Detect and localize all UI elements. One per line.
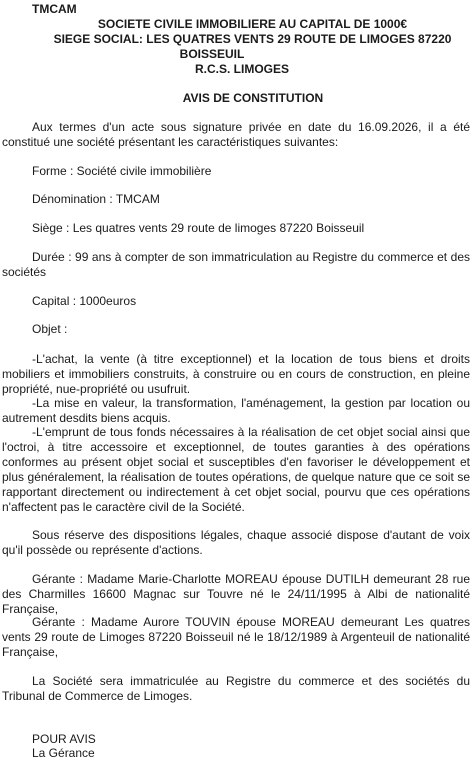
headquarters-city: BOISSEUIL	[179, 47, 245, 61]
objet-item-1: -L'achat, la vente (à titre exceptionnel) et la location de tous biens et droits mobiliers et immobiliers construits, à construire ou en cours de construction, en pleine propriété, nue-propriété ou usufruit.	[2, 352, 470, 396]
rcs-line: R.C.S. LIMOGES	[194, 62, 289, 76]
field-objet-label: Objet :	[32, 322, 68, 336]
field-denomination: Dénomination : TMCAM	[32, 192, 160, 206]
signature-gerance: La Gérance	[32, 746, 95, 760]
company-name: TMCAM	[32, 2, 77, 16]
intro-paragraph: Aux termes d'un acte sous signature privée en date du 16.09.2026, il a été constitué une société présentant les caractéristiques suivantes:	[2, 120, 470, 149]
notice-title: AVIS DE CONSTITUTION	[182, 91, 324, 105]
field-capital: Capital : 1000euros	[32, 294, 137, 308]
registration-paragraph: La Société sera immatriculée au Registre du commerce et des sociétés du Tribunal de Commerce de Limoges.	[2, 674, 470, 703]
field-duree: Durée : 99 ans à compter de son immatriculation au Registre du commerce et des sociétés	[2, 250, 470, 279]
headquarters-line: SIEGE SOCIAL: LES QUATRES VENTS 29 ROUTE DE LIMOGES 87220	[53, 32, 452, 46]
field-forme: Forme : Société civile immobilière	[32, 164, 212, 178]
pour-avis: POUR AVIS	[32, 732, 96, 746]
manager-2-paragraph: Gérante : Madame Aurore TOUVIN épouse MOREAU demeurant Les quatres vents 29 route de Limoges 87220 Boisseuil né le 18/12/1989 à Argenteuil de nationalité Française,	[2, 615, 470, 659]
manager-1-paragraph: Gérante : Madame Marie-Charlotte MOREAU épouse DUTILH demeurant 28 rue des Charmilles 16600 Magnac sur Touvre né le 24/11/1995 à Albi de nationalité Française,	[2, 572, 470, 616]
objet-item-3: -L'emprunt de tous fonds nécessaires à la réalisation de cet objet social ainsi que l'octroi, à titre accessoire et exceptionnel, de toutes garanties à des opérations conformes au présent objet social et susceptibles d'en favoriser le développement et plus généralement, la réalisation de toutes opérations, de quelque nature que ce soit se rapportant directement ou indirectement à cet objet social, pourvu que ces opérations n'affectent pas le caractère civil de la Société.	[2, 425, 470, 514]
company-capital-line: SOCIETE CIVILE IMMOBILIERE AU CAPITAL DE 1000€	[97, 17, 408, 31]
voting-paragraph: Sous réserve des dispositions légales, chaque associé dispose d'autant de voix qu'il possède ou représente d'actions.	[2, 528, 470, 557]
field-siege: Siège : Les quatres vents 29 route de limoges 87220 Boisseuil	[32, 221, 365, 235]
objet-item-2: -La mise en valeur, la transformation, l'aménagement, la gestion par location ou autrement desdits biens acquis.	[2, 396, 470, 425]
